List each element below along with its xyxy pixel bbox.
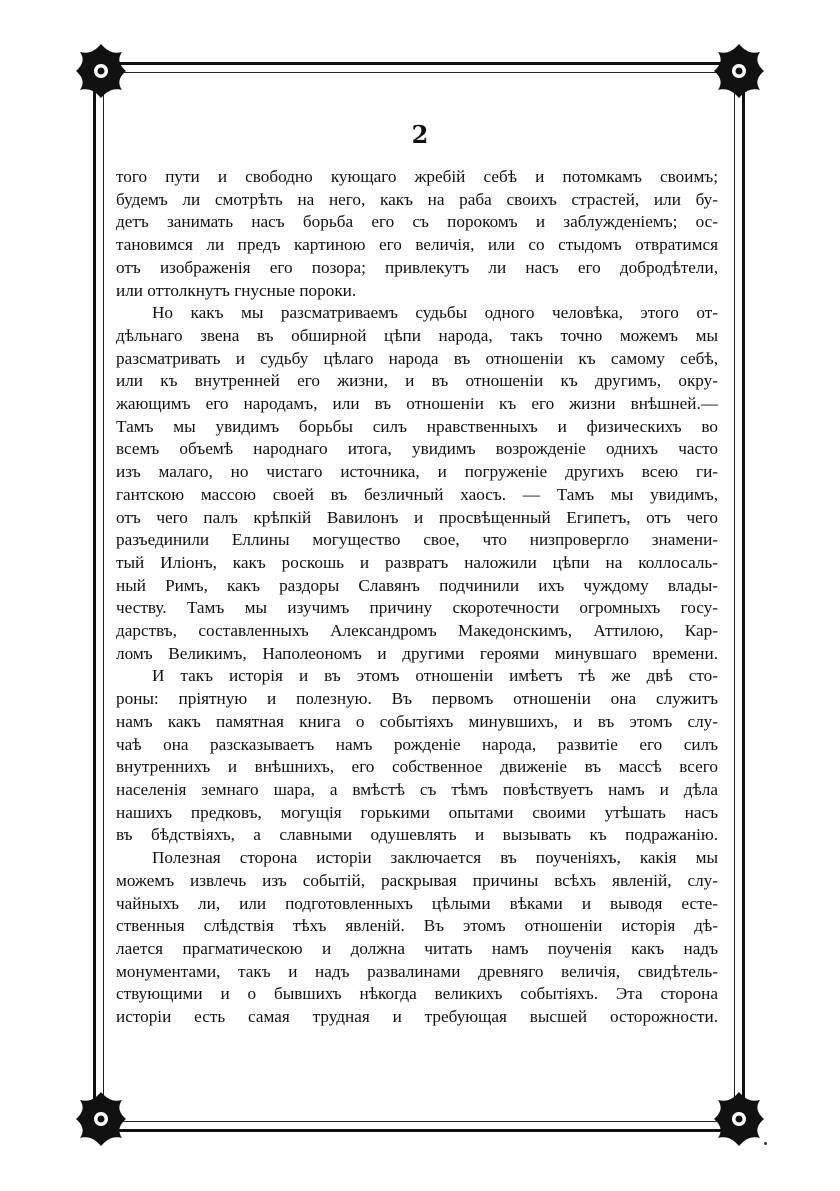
page-number: 2 (411, 120, 429, 149)
paragraph-4 (116, 847, 718, 1029)
text-line: тановимся ли предъ картиною его величія, или со стыдомъ отвратимся (116, 235, 718, 255)
text-line: жающимъ его народамъ, или въ отношеніи къ его жизни внѣшней.— (116, 394, 718, 414)
corner-ornament-bottom-left (70, 1088, 132, 1150)
text-line: честву. Тамъ мы изучимъ причину скоротечности огромныхъ госу- (116, 598, 718, 618)
text-line: детъ занимать насъ борьба его съ порокомъ и заблужденіемъ; ос- (116, 212, 718, 232)
text-line: разсматривать и судьбу цѣлаго народа въ отношеніи къ самому себѣ, (116, 348, 718, 368)
text-line: дѣльнаго звена въ обширной цѣпи народа, такъ точно можемъ мы (116, 325, 718, 345)
text-line: того пути и свободно кующаго жребій себѣ и потомкамъ своимъ; (116, 167, 718, 186)
print-speck (764, 1142, 767, 1145)
text-line: изъ малаго, но чистаго источника, и погруженіе другихъ всею ги- (116, 462, 718, 482)
text-line: всемъ объемѣ народнаго итога, увидимъ возрожденіе однихъ часто (116, 439, 718, 459)
corner-ornament-top-left (70, 40, 132, 102)
text-line: лается прагматическою и должна читать намъ поученія какъ надъ (116, 938, 718, 958)
text-line: тый Иліонъ, какъ роскошь и развратъ наложили цѣпи на коллосаль- (116, 552, 718, 572)
paragraph-1 (116, 166, 718, 302)
text-line: населенія земнаго шара, а вмѣстѣ съ тѣмъ повѣствуетъ намъ и дѣла (116, 779, 718, 799)
text-line: дарствъ, составленныхъ Александромъ Македонскимъ, Аттилою, Кар- (116, 621, 718, 641)
text-line: Но какъ мы разсматриваемъ судьбы одного человѣка, этого от- (152, 303, 718, 323)
text-line: И такъ исторія и въ этомъ отношеніи имѣетъ тѣ же двѣ сто- (152, 666, 718, 686)
text-line: чайныхъ ли, или подготовленныхъ цѣлыми вѣками и выводя есте- (116, 893, 718, 913)
text-line: роны: пріятную и полезную. Въ первомъ отношеніи она служитъ (116, 689, 718, 709)
text-line: Тамъ мы увидимъ борьбы силъ нравственныхъ и физическихъ во (116, 416, 718, 436)
body-text (116, 166, 718, 1029)
text-line: Полезная сторона исторіи заключается въ поученіяхъ, какія мы (152, 848, 718, 868)
corner-ornament-top-right (708, 40, 770, 102)
text-line: намъ какъ памятная книга о событіяхъ минувшихъ, и въ этомъ слу- (116, 711, 718, 731)
text-line: въ бѣдствіяхъ, а славными одушевлять и вызывать къ подражанію. (116, 825, 718, 845)
text-line: исторіи есть самая трудная и требующая высшей осторожности. (116, 1007, 718, 1027)
text-line: ный Римъ, какъ раздоры Славянъ подчинили ихъ чуждому влады- (116, 575, 718, 595)
corner-ornament-bottom-right (708, 1088, 770, 1150)
paragraph-2 (116, 302, 718, 665)
text-line: внутреннихъ и внѣшнихъ, его собственное движеніе въ массѣ всего (116, 757, 718, 777)
text-line: отъ изображенія его позора; привлекутъ ли насъ его добродѣтели, (116, 257, 718, 277)
text-line: ломъ Великимъ, Наполеономъ и другими героями минувшаго времени. (116, 643, 718, 663)
text-line: ственныя слѣдствія тѣхъ явленій. Въ этомъ отношеніи исторія дѣ- (116, 916, 718, 936)
text-line: чаѣ она разсказываетъ намъ рожденіе народа, развитіе его силъ (116, 734, 718, 754)
text-line: будемъ ли смотрѣть на него, какъ на раба своихъ страстей, или бу- (116, 189, 718, 209)
text-line: нашихъ предковъ, могущія горькими опытами своими утѣшать насъ (116, 802, 718, 822)
text-line: ствующими и о бывшихъ нѣкогда великихъ событіяхъ. Эта сторона (116, 984, 718, 1004)
paragraph-3 (116, 665, 718, 847)
text-line: монументами, такъ и надъ развалинами древняго величія, свидѣтель- (116, 961, 718, 981)
text-line: отъ чего палъ крѣпкій Вавилонъ и просвѣщенный Египетъ, отъ чего (116, 507, 718, 527)
text-line: или оттолкнутъ гнусные пороки. (116, 280, 357, 300)
text-line: разъединили Еллины могущество свое, что низпровергло знамени- (116, 530, 718, 550)
text-line: или къ внутренней его жизни, и въ отношеніи къ другимъ, окру- (116, 371, 718, 391)
text-line: гантскою массою своей въ безличный хаосъ. — Тамъ мы увидимъ, (116, 484, 718, 504)
text-line: можемъ извлечь изъ событій, раскрывая причины всѣхъ явленій, слу- (116, 870, 718, 890)
